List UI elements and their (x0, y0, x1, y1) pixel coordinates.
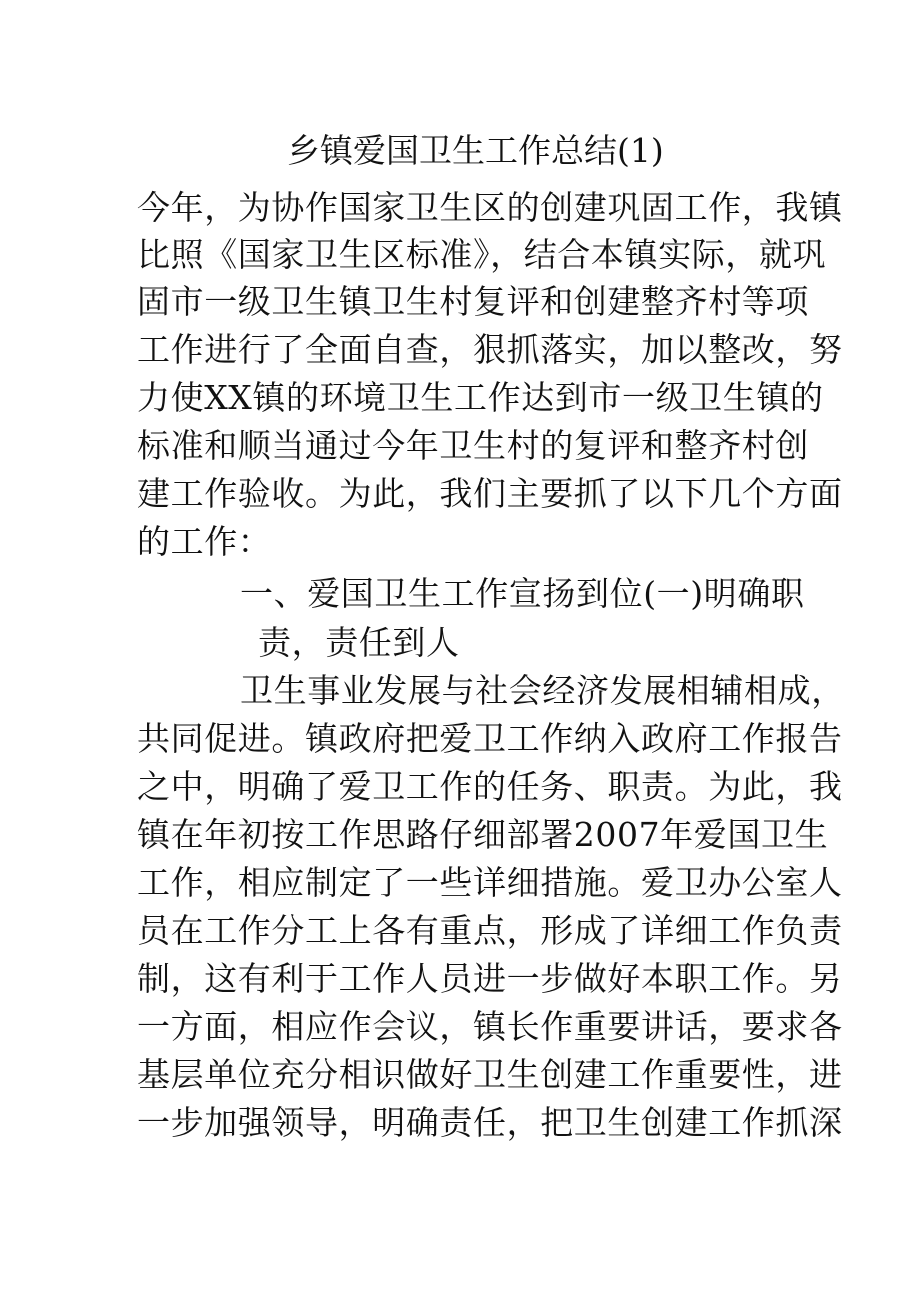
section-heading-line-1: 一、爱国卫生工作宣扬到位(一)明确职 (240, 574, 805, 613)
paragraph-line-6: 标准和顺当通过今年卫生村的复评和整齐村创 (137, 426, 809, 465)
paragraph-line-11: 之中，明确了爱卫工作的任务、职责。为此，我 (137, 767, 843, 806)
paragraph-line-4: 工作进行了全面自查，狠抓落实，加以整改，努 (137, 330, 843, 369)
paragraph-line-18: 一步加强领导，明确责任，把卫生创建工作抓深 (137, 1103, 843, 1142)
paragraph-line-12: 镇在年初按工作思路仔细部署2007年爱国卫生 (137, 815, 829, 854)
paragraph-line-17: 基层单位充分相识做好卫生创建工作重要性，进 (137, 1055, 843, 1094)
paragraph-line-2: 比照《国家卫生区标准》，结合本镇实际，就巩 (137, 235, 827, 274)
paragraph-line-16: 一方面，相应作会议，镇长作重要讲话，要求各 (137, 1007, 843, 1046)
document-title: 乡镇爱国卫生工作总结(1) (287, 131, 664, 170)
paragraph-line-3: 固市一级卫生镇卫生村复评和创建整齐村等项 (137, 282, 809, 321)
paragraph-line-8: 的工作： (137, 522, 272, 561)
paragraph-line-5: 力使XX镇的环境卫生工作达到市一级卫生镇的 (137, 378, 824, 417)
paragraph-line-14: 员在工作分工上各有重点，形成了详细工作负责 (137, 911, 843, 950)
section-heading-line-2: 责，责任到人 (258, 623, 460, 662)
paragraph-line-7: 建工作验收。为此，我们主要抓了以下几个方面 (137, 474, 843, 513)
paragraph-line-10: 共同促进。镇政府把爱卫工作纳入政府工作报告 (137, 719, 843, 758)
paragraph-line-9: 卫生事业发展与社会经济发展相辅相成， (240, 671, 845, 710)
paragraph-line-15: 制，这有利于工作人员进一步做好本职工作。另 (137, 959, 843, 998)
paragraph-line-13: 工作，相应制定了一些详细措施。爱卫办公室人 (137, 863, 843, 902)
paragraph-line-1: 今年，为协作国家卫生区的创建巩固工作，我镇 (137, 188, 843, 227)
